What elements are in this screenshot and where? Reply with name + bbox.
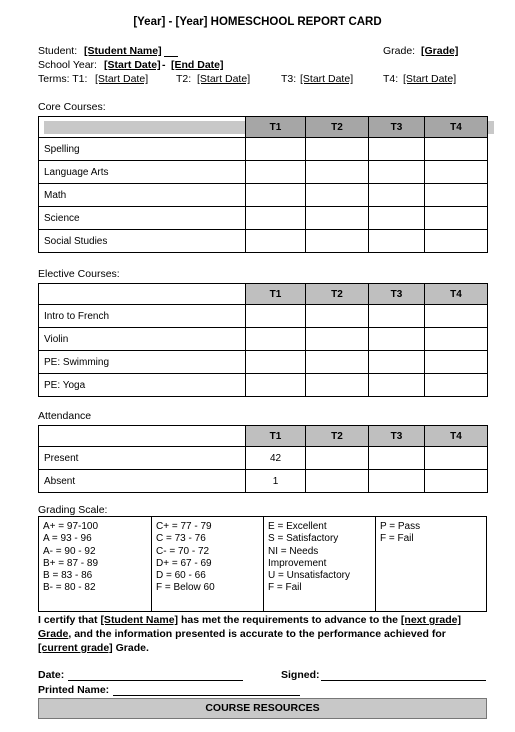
course-name: Violin xyxy=(39,328,246,351)
grade-range: B- = 80 - 82 xyxy=(43,582,96,594)
grade-cell[interactable] xyxy=(306,328,369,351)
grade-cell[interactable] xyxy=(306,230,369,253)
grade-label: Grade: xyxy=(383,45,416,57)
grading-col-pf xyxy=(375,517,486,611)
certification-statement xyxy=(38,613,487,655)
t2-start-field[interactable]: [Start Date] xyxy=(197,73,251,85)
grade-cell[interactable] xyxy=(246,374,306,397)
signature-line[interactable] xyxy=(321,680,486,681)
grade-key: E = Excellent xyxy=(268,521,327,532)
attendance-cell[interactable] xyxy=(425,447,488,470)
grade-key: S = Satisfactory xyxy=(268,533,339,545)
printed-name-label: Printed Name: xyxy=(38,684,110,696)
grading-col-esnu xyxy=(263,517,375,611)
grade-key: NI = Needs xyxy=(268,545,319,557)
t4-label: T4: xyxy=(383,73,399,85)
attendance-cell[interactable] xyxy=(369,447,425,470)
core-header-row xyxy=(39,117,488,138)
attendance-header-t2: T2 xyxy=(306,426,369,447)
grade-cell[interactable] xyxy=(369,328,425,351)
core-courses-table xyxy=(38,116,488,253)
date-line[interactable] xyxy=(68,680,243,681)
elective-header-blank xyxy=(39,284,246,305)
grade-key: P = Pass xyxy=(380,521,421,532)
grade-cell[interactable] xyxy=(369,230,425,253)
grade-key: F = Fail xyxy=(268,582,302,594)
attendance-row-name: Absent xyxy=(39,470,246,493)
cert-next-grade-field[interactable]: [next grade] xyxy=(400,614,462,626)
cert-grade-word: Grade xyxy=(38,628,69,640)
course-resources-banner: COURSE RESOURCES xyxy=(38,698,487,719)
school-year-separator: - xyxy=(162,59,166,71)
grade-cell[interactable] xyxy=(246,230,306,253)
grade-cell[interactable] xyxy=(369,305,425,328)
attendance-t1-cell[interactable]: 42 xyxy=(246,447,306,470)
grade-range: D+ = 67 - 69 xyxy=(156,557,212,569)
grade-cell[interactable] xyxy=(369,184,425,207)
course-name: Social Studies xyxy=(39,230,246,253)
terms-label: Terms: T1: xyxy=(38,73,88,85)
student-label: Student: xyxy=(38,45,78,57)
grade-cell[interactable] xyxy=(425,161,488,184)
grade-range: A- = 90 - 92 xyxy=(43,545,96,557)
core-header-t1: T1 xyxy=(246,117,306,138)
grade-key: U = Unsatisfactory xyxy=(268,570,350,582)
school-year-start-field[interactable]: [Start Date] xyxy=(104,59,161,71)
grade-cell[interactable] xyxy=(306,351,369,374)
table-row xyxy=(39,161,488,184)
t1-start-field[interactable]: [Start Date] xyxy=(95,73,149,85)
core-header-t4: T4 xyxy=(425,117,488,138)
grade-cell[interactable] xyxy=(246,351,306,374)
table-row xyxy=(39,184,488,207)
grading-col-a-b xyxy=(39,517,151,611)
cert-student-name-field[interactable]: [Student Name] xyxy=(100,614,179,626)
grade-cell[interactable] xyxy=(425,351,488,374)
grade-range: C+ = 77 - 79 xyxy=(156,521,212,532)
attendance-label: Attendance xyxy=(38,410,92,422)
elective-header-t3: T3 xyxy=(369,284,425,305)
attendance-header-blank xyxy=(39,426,246,447)
printed-name-line[interactable] xyxy=(113,695,300,696)
grade-cell[interactable] xyxy=(369,207,425,230)
grade-cell[interactable] xyxy=(246,305,306,328)
grade-cell[interactable] xyxy=(306,184,369,207)
grade-cell[interactable] xyxy=(425,207,488,230)
cert-text: I certify that xyxy=(38,614,101,626)
grade-cell[interactable] xyxy=(246,328,306,351)
grade-range: D = 60 - 66 xyxy=(156,570,206,582)
grade-cell[interactable] xyxy=(369,351,425,374)
grade-range: C = 73 - 76 xyxy=(156,533,206,545)
elective-header-row xyxy=(39,284,488,305)
elective-header-t2: T2 xyxy=(306,284,369,305)
course-name: Science xyxy=(39,207,246,230)
attendance-header-t1: T1 xyxy=(246,426,306,447)
core-header-blank xyxy=(39,117,246,138)
core-header-t3: T3 xyxy=(369,117,425,138)
student-name-underline xyxy=(164,45,178,57)
grade-cell[interactable] xyxy=(306,374,369,397)
course-name: Math xyxy=(39,184,246,207)
grade-cell[interactable] xyxy=(425,230,488,253)
attendance-t1-cell[interactable]: 1 xyxy=(246,470,306,493)
t2-label: T2: xyxy=(176,73,192,85)
table-row xyxy=(39,305,488,328)
table-row xyxy=(39,447,488,470)
school-year-label: School Year: xyxy=(38,59,97,71)
grade-key: Improvement xyxy=(268,557,327,569)
grade-cell[interactable] xyxy=(246,184,306,207)
date-label: Date: xyxy=(38,669,65,681)
grade-range: B+ = 87 - 89 xyxy=(43,557,99,569)
grade-cell[interactable] xyxy=(306,305,369,328)
t3-label: T3: xyxy=(281,73,297,85)
grade-cell[interactable] xyxy=(246,138,306,161)
elective-courses-table xyxy=(38,283,488,397)
attendance-header-t4: T4 xyxy=(425,426,488,447)
grade-key: F = Fail xyxy=(380,533,414,545)
course-name: Intro to French xyxy=(39,305,246,328)
page-title: [Year] - [Year] HOMESCHOOL REPORT CARD xyxy=(133,16,382,28)
table-row xyxy=(39,470,488,493)
attendance-row-name: Present xyxy=(39,447,246,470)
cert-text: has met the requirements to advance to the xyxy=(178,614,401,626)
table-row xyxy=(39,374,488,397)
student-name-field[interactable]: [Student Name] xyxy=(84,45,162,57)
attendance-cell[interactable] xyxy=(369,470,425,493)
elective-courses-label: Elective Courses: xyxy=(38,268,120,280)
attendance-cell[interactable] xyxy=(425,470,488,493)
grade-cell[interactable] xyxy=(246,161,306,184)
table-row xyxy=(39,207,488,230)
grade-cell[interactable] xyxy=(369,138,425,161)
signed-label: Signed: xyxy=(281,669,320,681)
core-header-t2: T2 xyxy=(306,117,369,138)
grade-range: A+ = 97-100 xyxy=(43,521,99,532)
grade-cell[interactable] xyxy=(306,207,369,230)
grade-cell[interactable] xyxy=(306,161,369,184)
grade-cell[interactable] xyxy=(246,207,306,230)
attendance-header-row xyxy=(39,426,488,447)
grade-cell[interactable] xyxy=(369,374,425,397)
elective-header-t1: T1 xyxy=(246,284,306,305)
grading-scale-box xyxy=(38,516,487,612)
course-name: PE: Swimming xyxy=(39,351,246,374)
grade-range: A = 93 - 96 xyxy=(43,533,92,545)
school-year-end-field[interactable]: [End Date] xyxy=(171,59,224,71)
elective-header-t4: T4 xyxy=(425,284,488,305)
t3-start-field[interactable]: [Start Date] xyxy=(300,73,354,85)
cert-current-grade-field[interactable]: [current grade] xyxy=(38,642,113,654)
table-row xyxy=(39,328,488,351)
attendance-table xyxy=(38,425,488,493)
attendance-header-t3: T3 xyxy=(369,426,425,447)
attendance-cell[interactable] xyxy=(306,470,369,493)
attendance-cell[interactable] xyxy=(306,447,369,470)
cert-text: , and the information presented is accurate to the performance achieved for xyxy=(68,628,446,640)
course-name: Language Arts xyxy=(39,161,246,184)
grade-cell[interactable] xyxy=(369,161,425,184)
table-row xyxy=(39,351,488,374)
grade-range: C- = 70 - 72 xyxy=(156,545,210,557)
grade-cell[interactable] xyxy=(306,138,369,161)
course-name: Spelling xyxy=(39,138,246,161)
grade-range: F = Below 60 xyxy=(156,582,215,594)
grade-cell[interactable] xyxy=(425,138,488,161)
course-name: PE: Yoga xyxy=(39,374,246,397)
table-row xyxy=(39,230,488,253)
t4-start-field[interactable]: [Start Date] xyxy=(403,73,457,85)
grade-cell[interactable] xyxy=(425,184,488,207)
grading-col-c-f xyxy=(151,517,263,611)
table-row xyxy=(39,138,488,161)
core-courses-label: Core Courses: xyxy=(38,101,106,113)
grade-range: B = 83 - 86 xyxy=(43,570,93,582)
grade-cell[interactable] xyxy=(425,328,488,351)
grade-cell[interactable] xyxy=(425,305,488,328)
grading-scale-label: Grading Scale: xyxy=(38,504,108,516)
grade-field[interactable]: [Grade] xyxy=(421,45,459,57)
cert-text: Grade. xyxy=(112,642,149,654)
grade-cell[interactable] xyxy=(425,374,488,397)
